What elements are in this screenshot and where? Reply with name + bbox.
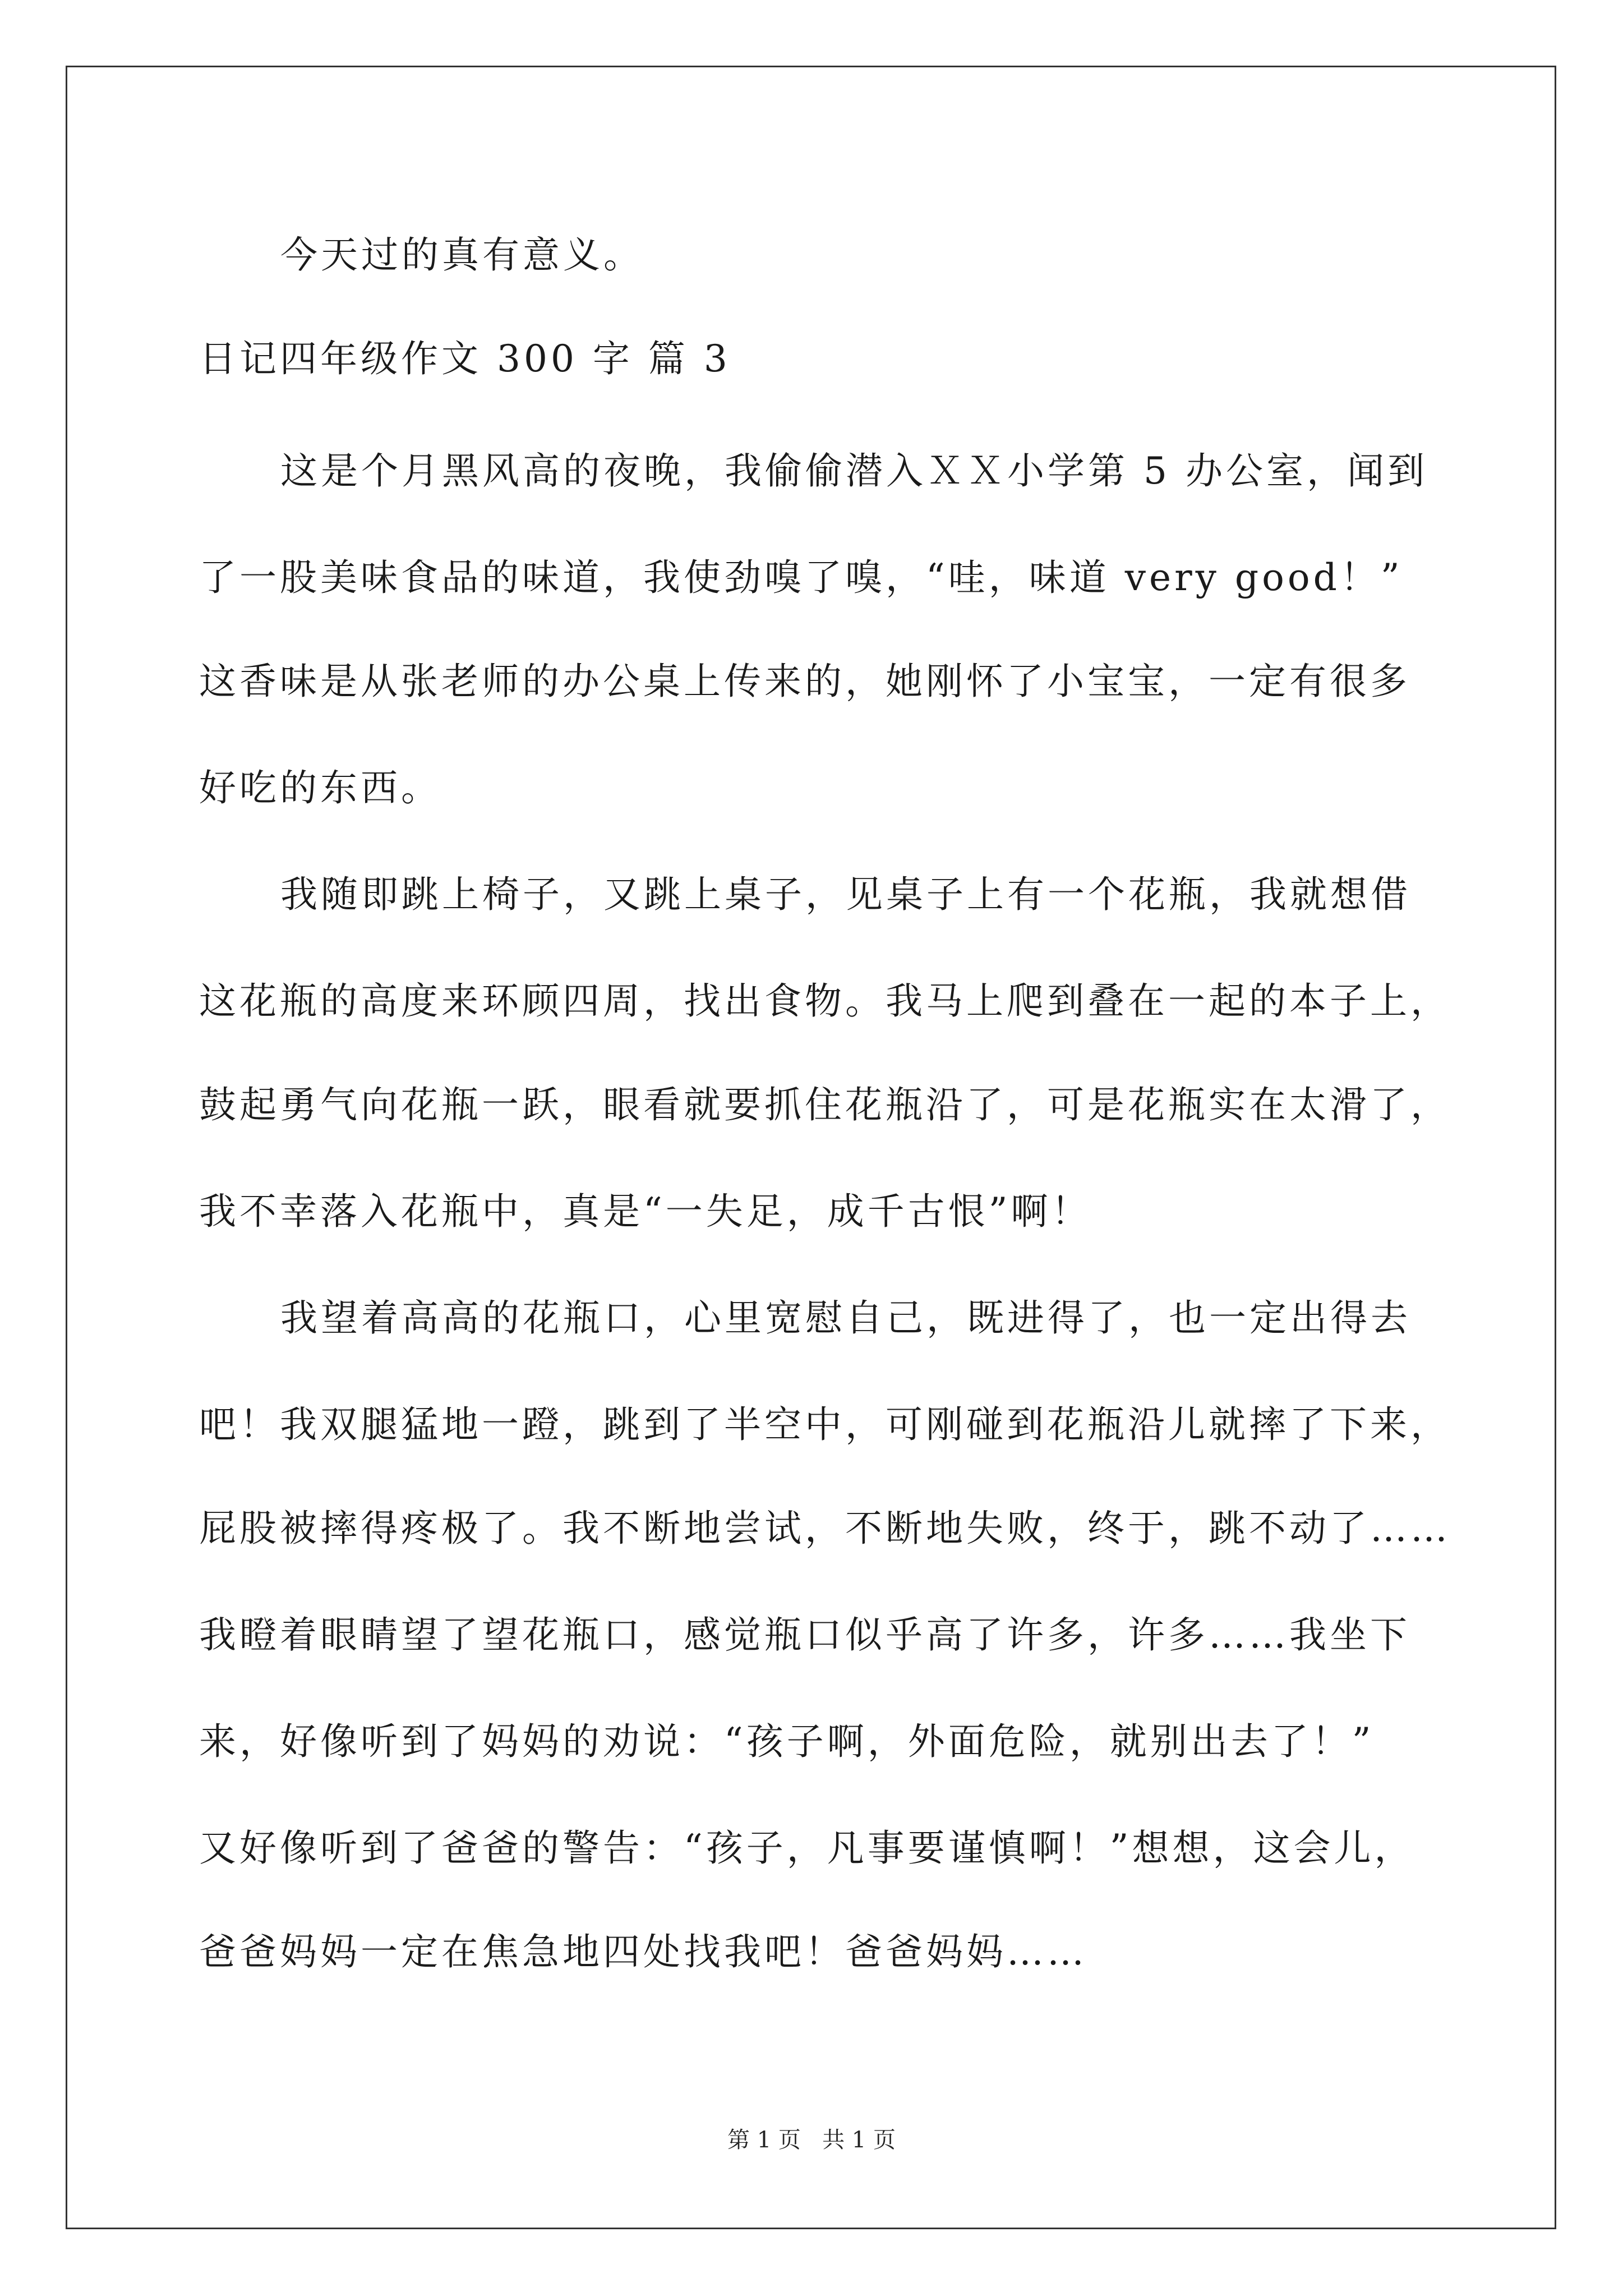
paragraph-3-line-4: 我瞪着眼睛望了望花瓶口，感觉瓶口似乎高了许多，许多……我坐下 bbox=[199, 1613, 1410, 1657]
paragraph-1-line-1: 这是个月黑风高的夜晚，我偷偷潜入ＸＸ小学第 5 办公室，闻到 bbox=[280, 449, 1428, 493]
paragraph-3-line-1: 我望着高高的花瓶口，心里宽慰自己，既进得了，也一定出得去 bbox=[280, 1296, 1411, 1340]
paragraph-2-line-3: 鼓起勇气向花瓶一跃，眼看就要抓住花瓶沿了，可是花瓶实在太滑了， bbox=[199, 1083, 1451, 1126]
paragraph-1-line-4: 好吃的东西。 bbox=[199, 766, 441, 809]
page-border bbox=[66, 66, 1556, 2229]
paragraph-3-line-2: 吧！我双腿猛地一蹬，跳到了半空中，可刚碰到花瓶沿儿就摔了下来， bbox=[199, 1403, 1451, 1446]
paragraph-2-line-2: 这花瓶的高度来环顾四周，找出食物。我马上爬到叠在一起的本子上， bbox=[199, 979, 1451, 1023]
paragraph-3-line-3: 屁股被摔得疼极了。我不断地尝试，不断地失败，终于，跳不动了…… bbox=[199, 1507, 1451, 1550]
page-number-footer: 第 1 页 共 1 页 bbox=[727, 2127, 896, 2153]
paragraph-3-line-6: 又好像听到了爸爸的警告：“孩子，凡事要谨慎啊！”想想，这会儿， bbox=[199, 1826, 1415, 1870]
paragraph-3-line-7: 爸爸妈妈一定在焦急地四处找我吧！爸爸妈妈…… bbox=[199, 1930, 1087, 1973]
paragraph-2-line-1: 我随即跳上椅子，又跳上桌子，见桌子上有一个花瓶，我就想借 bbox=[280, 873, 1411, 916]
paragraph-1-line-3: 这香味是从张老师的办公桌上传来的，她刚怀了小宝宝，一定有很多 bbox=[199, 660, 1410, 703]
paragraph-2-line-4: 我不幸落入花瓶中，真是“一失足，成千古恨”啊！ bbox=[199, 1190, 1092, 1233]
paragraph-1-line-2: 了一股美味食品的味道，我使劲嗅了嗅，“哇，味道 very good！” bbox=[199, 556, 1403, 599]
paragraph-3-line-5: 来，好像听到了妈妈的劝说：“孩子啊，外面危险，就别出去了！” bbox=[199, 1720, 1375, 1763]
section-heading: 日记四年级作文 300 字 篇 3 bbox=[199, 337, 731, 380]
closing-line: 今天过的真有意义。 bbox=[280, 233, 644, 277]
